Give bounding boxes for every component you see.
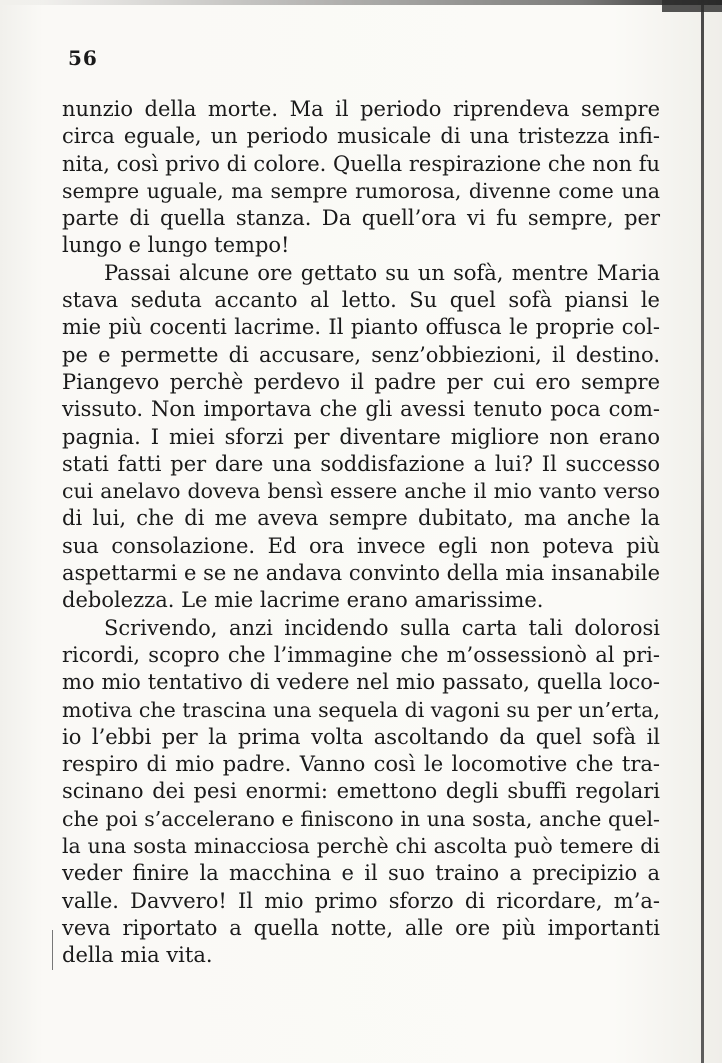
body-text — [62, 96, 660, 970]
text-line: io l’ebbi per la prima volta ascoltando da quel sofà il — [62, 724, 660, 749]
text-line: sempre uguale, ma sempre rumorosa, divenne come una — [62, 178, 660, 203]
text-line: valle. Davvero! Il mio primo sforzo di ricordare, m’a- — [62, 888, 660, 913]
text-line: nita, così privo di colore. Quella respirazione che non fu — [62, 151, 660, 176]
page-right-edge — [701, 0, 704, 1063]
text-line: circa eguale, un periodo musicale di una tristezza infi- — [62, 124, 660, 149]
text-line: ricordi, scopro che l’immagine che m’ossessionò al pri- — [62, 642, 660, 667]
text-line: sua consolazione. Ed ora invece egli non poteva più — [62, 533, 660, 558]
text-line: cui anelavo doveva bensì essere anche il mio vanto verso — [62, 479, 660, 504]
text-line: Piangevo perchè perdevo il padre per cui ero sempre — [62, 369, 660, 394]
text-line: respiro di mio padre. Vanno così le locomotive che tra- — [62, 752, 660, 777]
text-line: stati fatti per dare una soddisfazione a lui? Il successo — [62, 451, 660, 476]
text-line: della mia vita. — [62, 943, 213, 968]
text-line: di lui, che di me aveva sempre dubitato, ma anche la — [62, 506, 660, 531]
page-corner-shadow — [662, 0, 722, 12]
text-line: Scrivendo, anzi incidendo sulla carta tali dolorosi — [104, 615, 660, 640]
text-line: aspettarmi e se ne andava convinto della mia insanabile — [62, 561, 660, 586]
text-line: veder finire la macchina e il suo traino a precipizio a — [62, 861, 660, 886]
text-line: debolezza. Le mie lacrime erano amarissime. — [62, 588, 544, 613]
text-line: lungo e lungo tempo! — [62, 233, 290, 258]
text-line: scinano dei pesi enormi: emettono degli sbuffi regolari — [62, 779, 660, 804]
text-line: che poi s’accelerano e finiscono in una sosta, anche quel- — [62, 806, 660, 831]
text-line: pagnia. I miei sforzi per diventare migliore non erano — [62, 424, 660, 449]
margin-mark — [52, 930, 53, 970]
text-line: motiva che trascina una sequela di vagoni su per un’erta, — [62, 697, 660, 722]
page-number: 56 — [68, 46, 98, 70]
text-line: veva riportato a quella notte, alle ore più importanti — [62, 915, 660, 940]
text-line: nunzio della morte. Ma il periodo riprendeva sempre — [62, 97, 660, 121]
text-line: parte di quella stanza. Da quell’ora vi fu sempre, per — [62, 206, 660, 231]
text-line: la una sosta minacciosa perchè chi ascolta può temere di — [62, 834, 660, 859]
text-line: vissuto. Non importava che gli avessi tenuto poca com- — [62, 397, 660, 422]
text-line: mo mio tentativo di vedere nel mio passato, quella loco- — [62, 670, 660, 695]
text-line: stava seduta accanto al letto. Su quel sofà piansi le — [62, 288, 660, 313]
text-line: pe e permette di accusare, senz’obbiezioni, il destino. — [62, 342, 660, 367]
text-line: mie più cocenti lacrime. Il pianto offusca le proprie col- — [62, 315, 660, 340]
text-line: Passai alcune ore gettato su un sofà, mentre Maria — [104, 260, 660, 285]
page-top-edge — [0, 0, 722, 5]
